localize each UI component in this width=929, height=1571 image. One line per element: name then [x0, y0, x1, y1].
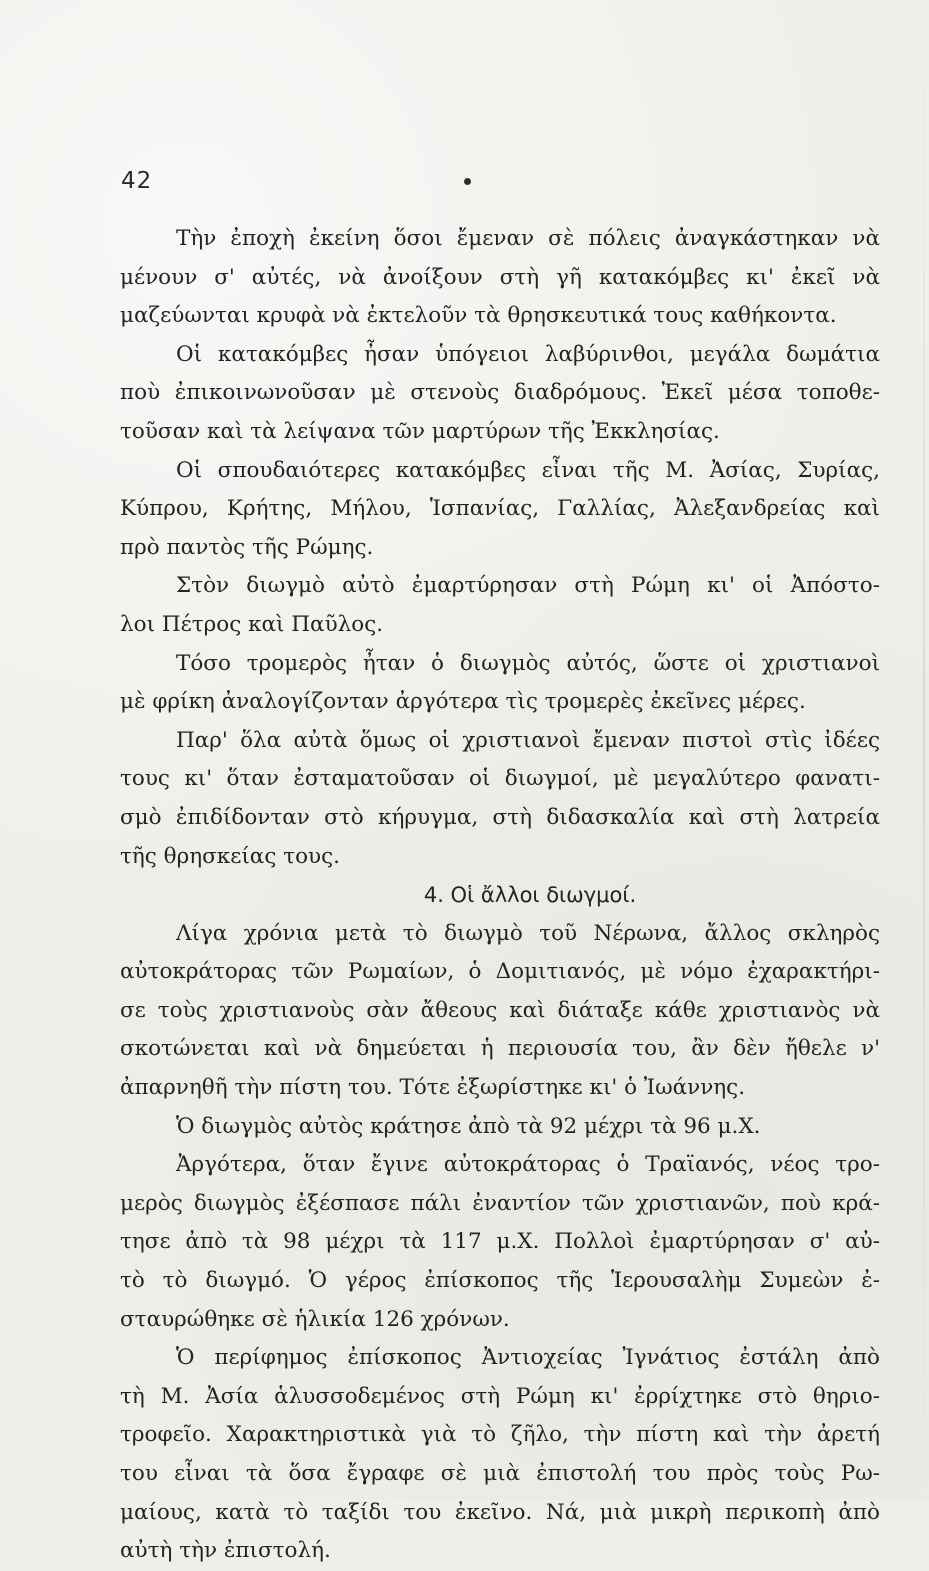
page-number: 42	[121, 168, 153, 194]
text-line: τὴ Μ. Ἀσία ἁλυσσοδεμένος στὴ Ρώμη κι' ἐρρίχτηκε στὸ θηριο-	[120, 1383, 880, 1409]
text-line: τροφεῖο. Χαρακτηριστικὰ γιὰ τὸ ζῆλο, τὴν πίστη καὶ τὴν ἀρετή	[120, 1422, 880, 1448]
text-line: πρὸ παντὸς τῆς Ρώμης.	[120, 534, 374, 560]
text-line: τους κι' ὅταν ἐσταματοῦσαν οἱ διωγμοί, μὲ μεγαλύτερο φανατι-	[120, 766, 880, 792]
text-line: μαζεύωνται κρυφὰ νὰ ἐκτελοῦν τὰ θρησκευτικά τους καθήκοντα.	[120, 303, 837, 329]
text-line: σμὸ ἐπιδίδονταν στὸ κήρυγμα, στὴ διδασκαλία καὶ στὴ λατρεία	[120, 804, 880, 830]
text-line: Οἱ σπουδαιότερες κατακόμβες εἶναι τῆς Μ. Ἀσίας, Συρίας,	[176, 457, 880, 483]
text-line: Κύπρου, Κρήτης, Μήλου, Ἱσπανίας, Γαλλίας, Ἀλεξανδρείας καὶ	[120, 496, 880, 522]
text-line: σε τοὺς χριστιανοὺς σὰν ἄθεους καὶ διάταξε κάθε χριστιανὸς νὰ	[120, 997, 880, 1023]
text-line: Τὴν ἐποχὴ ἐκείνη ὅσοι ἔμεναν σὲ πόλεις ἀναγκάστηκαν νὰ	[176, 226, 880, 251]
text-line: τὸ τὸ διωγμό. Ὁ γέρος ἐπίσκοπος τῆς Ἱερουσαλὴμ Συμεὼν ἐ-	[120, 1268, 880, 1294]
body-text	[120, 220, 880, 1571]
page-edge-shadow	[923, 0, 925, 1500]
text-line: ποὺ ἐπικοινωνοῦσαν μὲ στενοὺς διαδρόμους. Ἐκεῖ μέσα τοποθε-	[120, 380, 880, 406]
text-line: λοι Πέτρος καὶ Παῦλος.	[120, 611, 384, 637]
text-line: σκοτώνεται καὶ νὰ δημεύεται ἡ περιουσία του, ἂν δὲν ἤθελε ν'	[120, 1036, 880, 1062]
text-line: τοῦσαν καὶ τὰ λείψανα τῶν μαρτύρων τῆς Ἐκκλησίας.	[120, 418, 720, 444]
text-line: μὲ φρίκη ἀναλογίζονταν ἀργότερα τὶς τρομερὲς ἐκεῖνες μέρες.	[120, 689, 806, 715]
paragraphs-before-heading	[120, 220, 880, 876]
text-line: Τόσο τρομερὸς ἦταν ὁ διωγμὸς αὐτός, ὥστε οἱ χριστιανοὶ	[176, 650, 880, 676]
section-heading: 4. Οἱ ἄλλοι διωγμοί.	[423, 883, 637, 908]
text-line: μερὸς διωγμὸς ἐξέσπασε πάλι ἐναντίον τῶν χριστιανῶν, ποὺ κρά-	[120, 1190, 880, 1216]
text-line: τῆς θρησκείας τους.	[120, 843, 340, 869]
text-line: μαίους, κατὰ τὸ ταξίδι του ἐκεῖνο. Νά, μιὰ μικρὴ περικοπὴ ἀπὸ	[120, 1499, 880, 1525]
text-line: Ὁ περίφημος ἐπίσκοπος Ἀντιοχείας Ἰγνάτιος ἐστάλη ἀπὸ	[176, 1345, 880, 1371]
text-line: αὐτὴ τὴν ἐπιστολή.	[120, 1538, 331, 1564]
text-line: Ἀργότερα, ὅταν ἔγινε αὐτοκράτορας ὁ Τραϊανός, νέος τρο-	[176, 1152, 880, 1178]
print-dot-mark	[464, 178, 471, 185]
text-line: μένουν σ' αὐτές, νὰ ἀνοίξουν στὴ γῆ κατακόμβες κι' ἐκεῖ νὰ	[120, 264, 880, 290]
text-line: Λίγα χρόνια μετὰ τὸ διωγμὸ τοῦ Νέρωνα, ἄλλος σκληρὸς	[176, 920, 880, 946]
text-line: Παρ' ὅλα αὐτὰ ὅμως οἱ χριστιανοὶ ἔμεναν πιστοὶ στὶς ἰδέες	[176, 727, 880, 753]
text-line: σταυρώθηκε σὲ ἡλικία 126 χρόνων.	[120, 1306, 510, 1332]
text-line: Ὁ διωγμὸς αὐτὸς κράτησε ἀπὸ τὰ 92 μέχρι τὰ 96 μ.Χ.	[176, 1113, 761, 1139]
paragraphs-after-heading	[120, 915, 880, 1571]
text-line: του εἶναι τὰ ὅσα ἔγραφε σὲ μιὰ ἐπιστολή του πρὸς τοὺς Ρω-	[120, 1461, 880, 1486]
text-line: ἀπαρνηθῆ τὴν πίστη του. Τότε ἐξωρίστηκε κι' ὁ Ἰωάννης.	[120, 1075, 746, 1101]
text-line: Οἱ κατακόμβες ἦσαν ὑπόγειοι λαβύρινθοι, μεγάλα δωμάτια	[176, 341, 880, 367]
text-line: αὐτοκράτορας τῶν Ρωμαίων, ὁ Δομιτιανός, μὲ νόμο ἐχαρακτήρι-	[120, 959, 880, 985]
text-line: τησε ἀπὸ τὰ 98 μέχρι τὰ 117 μ.Χ. Πολλοὶ ἐμαρτύρησαν σ' αὐ-	[120, 1229, 880, 1255]
text-line: Στὸν διωγμὸ αὐτὸ ἐμαρτύρησαν στὴ Ρώμη κι' οἱ Ἀπόστο-	[176, 573, 880, 599]
